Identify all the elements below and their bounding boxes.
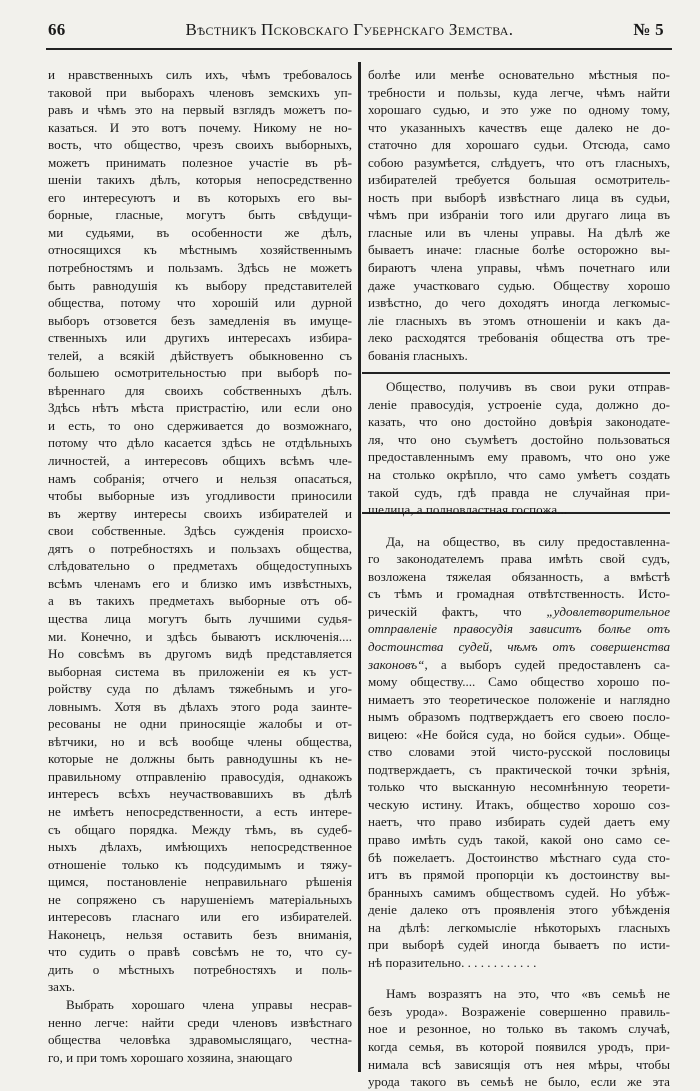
text-line: мому обществу.... Само общество хорошо по- [368, 674, 670, 690]
text-line: нимаетъ это теоретическое положеніе и наглядно [368, 691, 670, 707]
text-line: ность при выборѣ извѣстнаго лица въ судьи, [368, 189, 670, 205]
text-line: съ общаго порядка. Между тѣмъ, въ судеб- [48, 821, 352, 837]
text-line: извѣстно, до чего доходятъ иногда легкомыс- [368, 295, 670, 311]
text-line: ныхъ дѣлахъ, имѣющихъ непосредственное [48, 839, 352, 855]
text-line: которые не должны быть равнодушны къ не- [48, 751, 352, 767]
text-line: намъ собранія; отчего и нельзя опасаться, [48, 470, 352, 486]
text-line: когда семья, въ которой появился уродъ, при- [368, 1038, 670, 1054]
text-line: даже участковаго судью. Обществу хорошо [368, 277, 670, 293]
text-line: шелица, а полновластная госпожа... [368, 502, 567, 518]
text-line: слѣдовательно о предметахъ общедоступныхъ [48, 558, 352, 574]
text-line: Намъ возразятъ на это, что «въ семьѣ не [386, 986, 670, 1002]
text-line: гласные или въ члены управы. На дѣлѣ же [368, 224, 670, 240]
quote-text: „удовлетворительное [521, 603, 670, 619]
text-line: Да, на общество, въ силу предоставленна- [386, 533, 670, 549]
text-line: рическій фактъ, что „удовлетворительное [368, 603, 670, 619]
text-line: ля, что оно съумѣетъ достойно пользоваться [368, 431, 670, 447]
text-line: что судить о правѣ совсѣмъ не то, что су- [48, 944, 352, 960]
text-line: при выборѣ судей иногда бываетъ по исти- [368, 937, 670, 953]
quote-text [368, 656, 670, 674]
text-line: чѣмъ при избраніи того или другаго лица въ [368, 207, 670, 223]
text-line: можетъ принимать полезное участіе въ рѣ- [48, 154, 352, 170]
text-line: го, и при томъ хорошаго хозяина, знающаго [48, 1049, 293, 1065]
text-line: ненно легче: найти среди членовъ извѣстнаго [48, 1014, 352, 1030]
text-line: свои собственные. Здѣсь сужденія происхо- [48, 523, 352, 539]
text-line: бываетъ иначе: гласные болѣе осторожно вы- [368, 242, 670, 258]
left-column [48, 66, 352, 1066]
text-line: быть равнодушія къ выбору представителей [48, 277, 352, 293]
quote-text: законовъ“ [368, 656, 425, 672]
text-line: , а выборъ судей предоставленъ са- [424, 656, 670, 672]
text-line: казаться. И это вотъ почему. Никому не но- [48, 119, 352, 135]
text-line: на дѣлѣ: легкомысліе нѣкоторыхъ гласныхъ [368, 919, 670, 935]
text-line: бираютъ члена управы, чѣмъ почетнаго или [368, 260, 670, 276]
text-line: леко расходятся требованія общества отъ тре- [368, 330, 670, 346]
text-line: предоставленнымъ ему правомъ, что оно уже [368, 449, 670, 465]
text-line: ство словами этой чисто-русской пословицы [368, 744, 670, 760]
text-line: интересъ всѣхъ неучаствовавшихъ въ дѣлѣ [48, 786, 352, 802]
text-line: статочно для хорошаго судьи. Отсюда, само [368, 137, 670, 153]
text-line: ческую истину. Итакъ, общество хорошо соз- [368, 796, 670, 812]
text-line: право имѣть судъ такой, какой оно само се- [368, 831, 670, 847]
text-line: возложена тяжелая обязанность, а вмѣстѣ [368, 568, 670, 584]
text-line: общества, потому что хорошій или дурной [48, 295, 352, 311]
text-line: подтверждаетъ, съ практической точки зрѣнія, [368, 761, 670, 777]
column-divider [358, 62, 361, 1072]
text-line: а въ такихъ предметахъ выборные отъ об- [48, 593, 352, 609]
text-line: ліе гласныхъ въ этомъ отношеніи и какъ да- [368, 312, 670, 328]
text-line: такой судъ, гдѣ правда не случайная при- [368, 484, 670, 500]
quote-text: достоинства судей, чѣмъ отъ совершенства [368, 638, 670, 654]
text-line: казать, что оно достойно довѣрія законодате- [368, 414, 670, 430]
text-line: леніе правосудія, устроеніе суда, должно до- [368, 396, 670, 412]
text-line: правильному отправленію правосудія, однакожъ [48, 768, 352, 784]
text-line: избирателей требуется большая осмотритель- [368, 172, 670, 188]
text-line: го законодателемъ права имѣть свой судъ, [368, 551, 670, 567]
text-line: личностей, а интересовъ общихъ всѣмъ чле- [48, 453, 352, 469]
text-line: Здѣсь нѣтъ мѣста пристрастію, или если оно [48, 400, 352, 416]
text-line: чтобы выборные изъ угодливости приносили [48, 488, 352, 504]
text-line: нымъ образомъ подтверждаетъ его своею посло- [368, 709, 670, 725]
text-line: въ жертву интересы своихъ избирателей и [48, 505, 352, 521]
text-line: борные, гласные, могутъ быть свѣдущи- [48, 207, 352, 223]
text-line: что указанныхъ качествъ еще далеко не до- [368, 119, 670, 135]
text-line: и есть, то оно сдерживается до возможнаго, [48, 417, 352, 433]
text-line: большею осмотрительностью при выборѣ по- [48, 365, 352, 381]
text-line: ловнымъ. Хотя въ дѣлахъ этого рода заинте- [48, 698, 352, 714]
running-header [48, 18, 664, 42]
text-line: ми. Конечно, и здѣсь бываютъ исключенія.... [48, 628, 352, 644]
text-line: не сопряжено съ нарушеніемъ матеріальныхъ [48, 891, 352, 907]
text-line: Но совсѣмъ въ другомъ видѣ представляется [48, 646, 352, 662]
text-line: нимала всѣ зависящія отъ нея мѣры, чтобы [368, 1056, 670, 1072]
text-line: безъ урода». Возраженіе совершенно правиль- [368, 1003, 670, 1019]
text-line: ное и резонное, но только въ такомъ случаѣ, [368, 1021, 670, 1037]
text-line: Общество, получивъ въ свои руки отправ- [386, 379, 670, 395]
text-line: итъ въ прямой пропорціи къ достоинству вы- [368, 867, 670, 883]
text-line: бѣ пожелаетъ. Достоинство мѣстнаго суда сто- [368, 849, 670, 865]
text-line: болѣе или менѣе основательно мѣстныя по- [368, 67, 670, 82]
text-line: собою разумѣется, слѣдуетъ, что отъ гласныхъ, [368, 154, 670, 170]
text-line: ройству суда по дѣламъ тяжебнымъ и уго- [48, 681, 352, 697]
text-line: интересовъ гласнаго или его избирателей. [48, 909, 352, 925]
text-line: Наконецъ, нельзя оставить безъ вниманія, [48, 926, 352, 942]
text-line: бранныхъ самимъ обществомъ судей. Но убѣж- [368, 884, 670, 900]
text-line: щества лица могутъ быть лучшими судья- [48, 610, 352, 626]
text-line: щимся, постановленіе неправильнаго рѣшенія [48, 874, 352, 890]
text-line: таковой при выборахъ членовъ земскихъ уп- [48, 84, 352, 100]
text-line: на столько окрѣпло, что само умѣетъ создать [368, 467, 670, 483]
text-line: не имѣетъ непосредственности, а есть интере- [48, 803, 352, 819]
issue-number: № 5 [633, 20, 664, 39]
text-line: ресованы не одни приносящіе жалобы и от- [48, 716, 352, 732]
text-line: выборная система въ приложеніи ея къ уст- [48, 663, 352, 679]
text-line: наетъ, что право избирать судей даетъ ему [368, 814, 670, 830]
text-line: вѣреннаго для своихъ собственныхъ дѣлъ. [48, 382, 352, 398]
text-line: Выбрать хорошаго члена управы несрав- [66, 996, 352, 1012]
text-line: потребностямъ и пользамъ. Здѣсь не можетъ [48, 260, 352, 276]
text-line: ственныхъ или другихъ интересахъ избира- [48, 330, 352, 346]
text-line: его интересуютъ и въ которыхъ его вы- [48, 189, 352, 205]
quote-text: отправленіе правосудія зависитъ болѣе отъ [368, 621, 670, 637]
text-line: дятъ о потребностяхъ и пользахъ общества, [48, 540, 352, 556]
text-line: всѣмъ членамъ его и близко имъ извѣстныхъ, [48, 575, 352, 591]
text-line: вѣтчики, но и всѣ вообще члены общества, [48, 733, 352, 749]
page-number: 66 [48, 20, 66, 39]
text-line: потому что дѣло касается здѣсь не отдѣльныхъ [48, 435, 352, 451]
text-line: выборъ отзовется безъ замедленія въ имуще- [48, 312, 352, 328]
text-line: телей, а всякій дѣйствуетъ обыкновенно съ [48, 347, 352, 363]
text-line: вицею: «Не бойся суда, но бойся судьи». Обще- [368, 726, 670, 742]
text-line: требности и пользы, куда легче, чѣмъ найти [368, 84, 670, 100]
text-line: урода такого въ семьѣ не было, если же эта [368, 1074, 670, 1090]
journal-title: Вѣстникъ Псковскаго Губернскаго Земства. [185, 20, 514, 39]
text-line: только что высканную несомнѣнную теорети- [368, 779, 670, 795]
text-line: бованія гласныхъ. [368, 347, 468, 363]
text-line: ми судьями, въ особенности же дѣлъ, [48, 224, 352, 240]
text-line: съ тѣмъ и громадная отвѣтственность. Исто- [368, 586, 670, 602]
text-line: отношеніе только къ подсудимымъ и тяжу- [48, 856, 352, 872]
text-line: относящихся къ мѣстнымъ хозяйственнымъ [48, 242, 352, 258]
text-line: дить о мѣстныхъ потребностяхъ и поль- [48, 961, 352, 977]
text-line: деніе далеко отъ проявленія этого убѣжденія [368, 902, 670, 918]
right-column [368, 66, 670, 1091]
header-rule [46, 48, 672, 50]
text-line: хорошаго судью, и это уже по одному тому, [368, 102, 670, 118]
text-line: нѣ поразительно. . . . . . . . . . . . [368, 954, 537, 970]
text-line: шеніи такихъ дѣлъ, которыя непосредственно [48, 172, 352, 188]
text-line: вость, что общество, чрезъ своихъ выборныхъ, [48, 137, 352, 153]
text-line: общества человѣка здравомыслящаго, честна- [48, 1032, 352, 1048]
text-line: захъ. [48, 979, 76, 995]
text-line: равъ и чѣмъ это на первый взглядъ можетъ по- [48, 102, 352, 118]
text-line: и нравственныхъ силъ ихъ, чѣмъ требовалось [48, 67, 352, 82]
paragraph-with-quote [368, 533, 670, 972]
